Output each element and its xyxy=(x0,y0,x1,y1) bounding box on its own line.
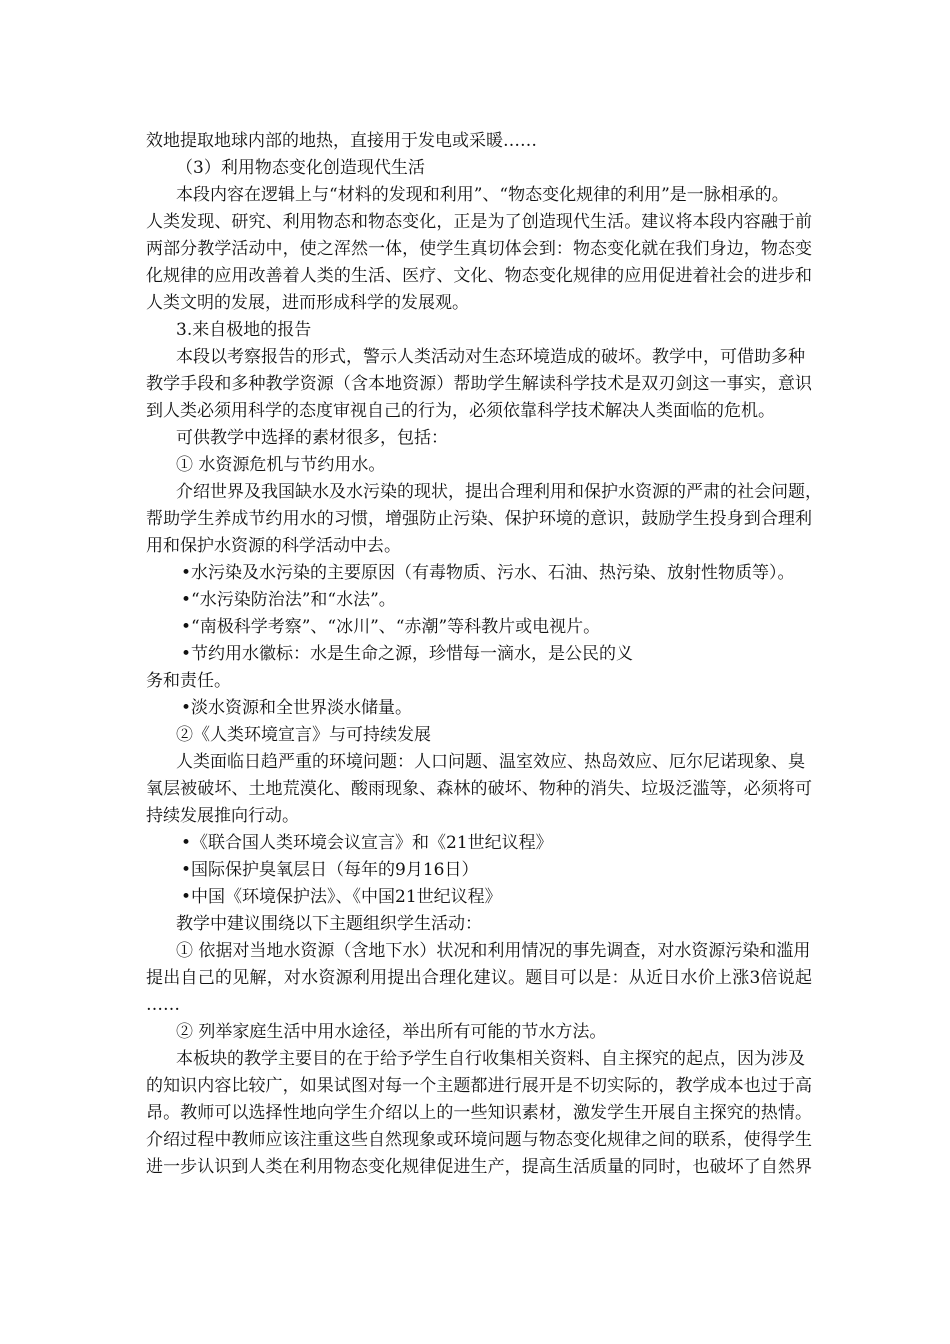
text-line: 到人类必须用科学的态度审视自己的行为，必须依靠科学技术解决人类面临的危机。 xyxy=(146,401,775,421)
bullet-item: •水污染及水污染的主要原因（有毒物质、污水、石油、热污染、放射性物质等）。 xyxy=(181,563,795,583)
text-line: 两部分教学活动中，使之浑然一体，使学生真切体会到：物态变化就在我们身边，物态变 xyxy=(146,239,812,259)
text-line: 进一步认识到人类在利用物态变化规律促进生产，提高生活质量的同时，也破坏了自然界 xyxy=(146,1157,812,1177)
text-line: 可供教学中选择的素材很多，包括： xyxy=(176,428,448,448)
text-line: 介绍过程中教师应该注重这些自然现象或环境问题与物态变化规律之间的联系，使得学生 xyxy=(146,1130,812,1150)
text-line: 教学手段和多种教学资源（含本地资源）帮助学生解读科学技术是双刃剑这一事实，意识 xyxy=(146,374,812,394)
text-line: 昂。教师可以选择性地向学生介绍以上的一些知识素材，激发学生开展自主探究的热情。 xyxy=(146,1103,812,1123)
bullet-item: •国际保护臭氧层日（每年的9月16日） xyxy=(181,860,479,880)
section-heading: （3）利用物态变化创造现代生活 xyxy=(176,158,425,178)
text-line: 务和责任。 xyxy=(146,671,231,691)
bullet-item: •“水污染防治法”和“水法”。 xyxy=(181,590,396,610)
text-line: 介绍世界及我国缺水及水污染的现状，提出合理利用和保护水资源的严肃的社会问题， xyxy=(176,482,822,502)
text-line: …… xyxy=(146,995,180,1015)
text-line: 提出自己的见解，对水资源利用提出合理化建议。题目可以是：从近日水价上涨3倍说起 xyxy=(146,968,812,988)
numbered-item: ① 水资源危机与节约用水。 xyxy=(176,455,386,475)
text-line: 人类发现、研究、利用物态和物态变化，正是为了创造现代生活。建议将本段内容融于前 xyxy=(146,212,812,232)
bullet-item: •《联合国人类环境会议宣言》和《21世纪议程》 xyxy=(181,833,553,853)
bullet-item: •中国《环境保护法》、《中国21世纪议程》 xyxy=(181,887,502,907)
text-line: 氧层被破坏、土地荒漠化、酸雨现象、森林的破坏、物种的消失、垃圾泛滥等，必须将可 xyxy=(146,779,812,799)
text-line: 的知识内容比较广，如果试图对每一个主题都进行展开是不切实际的，教学成本也过于高 xyxy=(146,1076,812,1096)
bullet-item: •节约用水徽标：水是生命之源，珍惜每一滴水，是公民的义 xyxy=(181,644,634,664)
text-line: 本段以考察报告的形式，警示人类活动对生态环境造成的破坏。教学中，可借助多种 xyxy=(176,347,805,367)
text-line: 本段内容在逻辑上与“材料的发现和利用”、“物态变化规律的利用”是一脉相承的。 xyxy=(176,185,789,205)
text-line: 教学中建议围绕以下主题组织学生活动： xyxy=(176,914,482,934)
text-line: 化规律的应用改善着人类的生活、医疗、文化、物态变化规律的应用促进着社会的进步和 xyxy=(146,266,812,286)
section-heading: 3.来自极地的报告 xyxy=(176,320,312,340)
bullet-item: •“南极科学考察”、“冰川”、“赤潮”等科教片或电视片。 xyxy=(181,617,601,637)
text-line: 本板块的教学主要目的在于给予学生自行收集相关资料、自主探究的起点，因为涉及 xyxy=(176,1049,805,1069)
numbered-item: ① 依据对当地水资源（含地下水）状况和利用情况的事先调查，对水资源污染和滥用 xyxy=(176,941,811,961)
text-line: 人类面临日趋严重的环境问题：人口问题、温室效应、热岛效应、厄尔尼诺现象、臭 xyxy=(176,752,805,772)
text-line: 持续发展推向行动。 xyxy=(146,806,299,826)
numbered-item: ②《人类环境宣言》与可持续发展 xyxy=(176,725,431,745)
text-line: 帮助学生养成节约用水的习惯，增强防止污染、保护环境的意识，鼓励学生投身到合理利 xyxy=(146,509,812,529)
numbered-item: ② 列举家庭生活中用水途径，举出所有可能的节水方法。 xyxy=(176,1022,607,1042)
text-line: 效地提取地球内部的地热，直接用于发电或采暖…… xyxy=(146,131,537,151)
text-line: 用和保护水资源的科学活动中去。 xyxy=(146,536,401,556)
bullet-item: •淡水资源和全世界淡水储量。 xyxy=(181,698,413,718)
text-line: 人类文明的发展，进而形成科学的发展观。 xyxy=(146,293,469,313)
